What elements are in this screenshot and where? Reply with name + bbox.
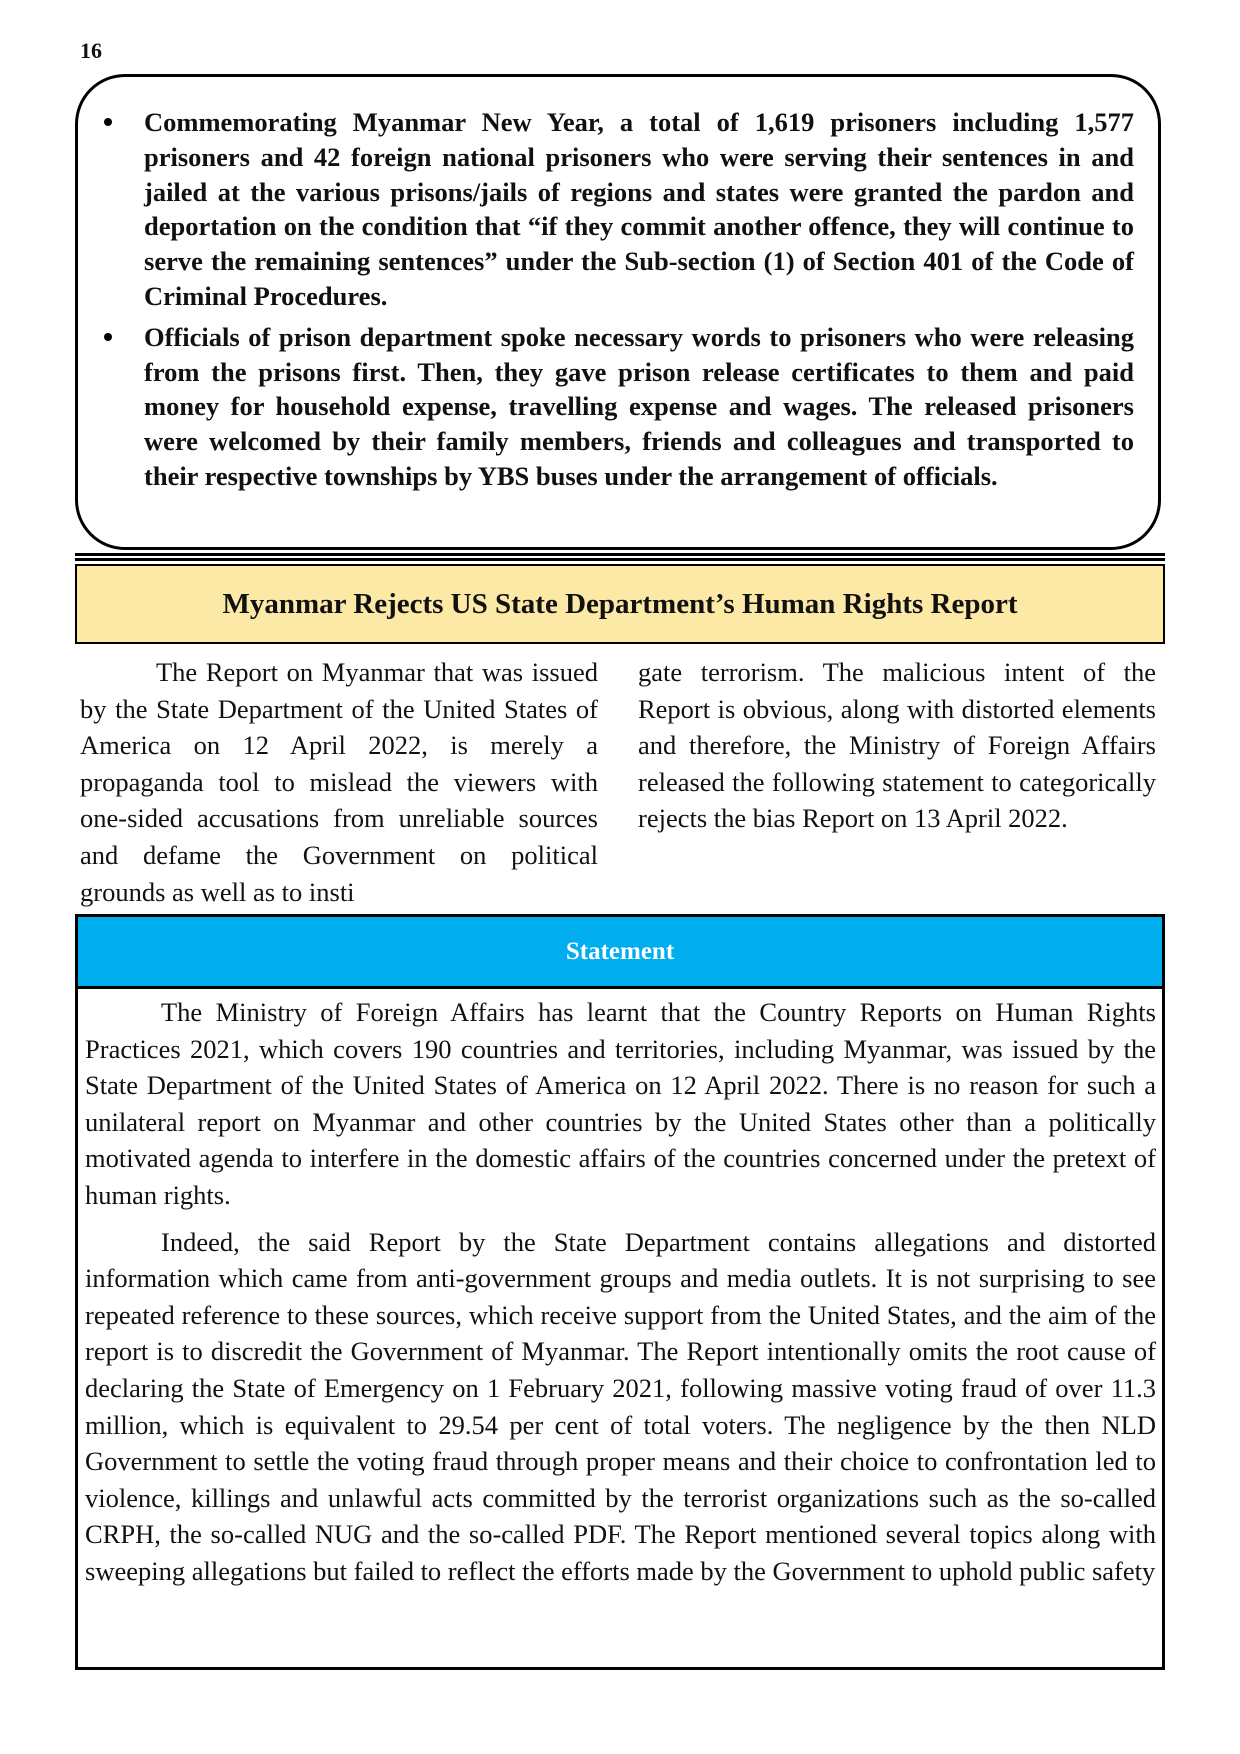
column-text: The Report on Myanmar that was issued by the State Department of the United States of America on 12 April 2022, is merely a propaganda tool to mislead the viewers with one-sided accusations from unreliable sources and defame the Government on political grounds as well as to insti — [80, 657, 598, 907]
bullet-item — [104, 105, 1134, 314]
page-number: 16 — [80, 38, 102, 63]
article-column-left — [80, 654, 598, 910]
bullet-icon — [104, 333, 112, 341]
statement-paragraph: Indeed, the said Report by the State Department contains allegations and distorted information which came from anti-government groups and media outlets. It is not surprising to see repeated reference to these sources, which receive support from the United States, and the aim of the report is to discredit the Government of Myanmar. The Report intentionally omits the root cause of declaring the State of Emergency on 1 February 2021, following massive voting fraud of over 11.3 million, which is equivalent to 29.54 per cent of total voters. The negligence by the then NLD Government to settle the voting fraud through proper means and their choice to confrontation led to violence, killings and unlawful acts committed by the terrorist organizations such as the so-called CRPH, the so-called NUG and the so-called PDF. The Report mentioned several topics along with sweeping allegations but failed to reflect the efforts made by the Government to uphold public safety — [85, 1226, 1156, 1586]
divider-line — [75, 553, 1165, 556]
divider-line — [75, 558, 1165, 561]
statement-body — [75, 987, 1165, 1670]
bullet-text: Commemorating Myanmar New Year, a total of 1,619 prisoners including 1,577 prisoners and 42 foreign national prisoners who were serving their sentences in and jailed at the various prisons/jails of regions and states were granted the pardon and deportation on the condition that “if they commit another offence, they will continue to serve the remaining sentences” under the Sub-section (1) of Section 401 of the Code of Criminal Procedures. — [144, 107, 1134, 311]
statement-title: Statement — [565, 937, 675, 965]
column-text: gate terrorism. The malicious intent of the Report is obvious, along with distorted elements and therefore, the Ministry of Foreign Affairs released the following statement to categorically rejects the bias Report on 13 April 2022. — [638, 657, 1156, 834]
bullet-icon — [104, 118, 112, 126]
article-headline — [75, 564, 1165, 644]
statement-header — [75, 914, 1165, 989]
bullet-list — [104, 105, 1134, 494]
bullet-text: Officials of prison department spoke necessary words to prisoners who were releasing from the prisons first. Then, they gave prison release certificates to them and paid money for household expense, travelling expense and wages. The released prisoners were welcomed by their family members, friends and colleagues and transported to their respective townships by YBS buses under the arrangement of officials. — [144, 321, 1134, 491]
statement-paragraph: The Ministry of Foreign Affairs has learnt that the Country Reports on Human Rights Practices 2021, which covers 190 countries and territories, including Myanmar, was issued by the State Department of the United States of America on 12 April 2022. There is no reason for such a unilateral report on Myanmar and other countries by the United States other than a politically motivated agenda to interfere in the domestic affairs of the countries concerned under the pretext of human rights. — [85, 997, 1156, 1210]
highlight-box — [75, 74, 1161, 550]
bullet-item — [104, 320, 1134, 494]
article-column-right — [638, 654, 1156, 837]
headline-text: Myanmar Rejects US State Department’s Human Rights Report — [222, 587, 1018, 620]
